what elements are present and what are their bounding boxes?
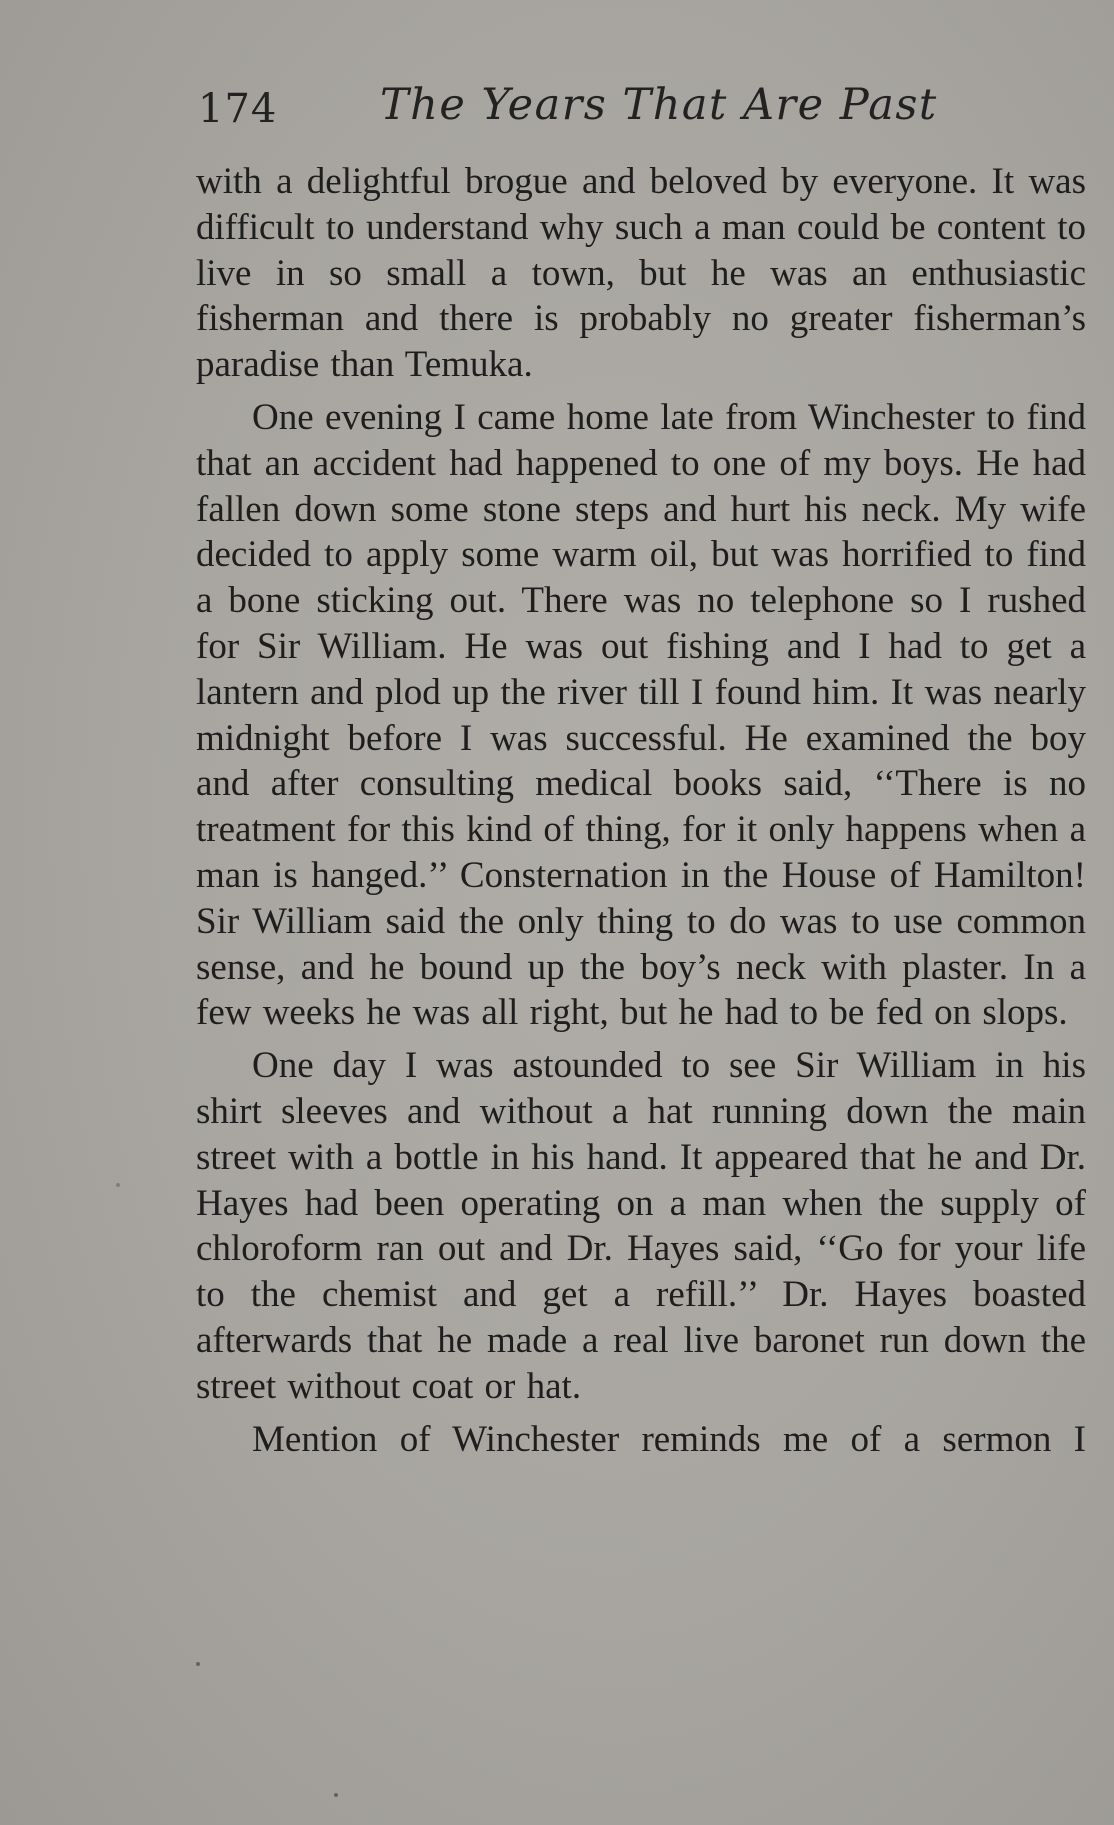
page-header (198, 78, 1088, 138)
paragraph-2: One evening I came home late from Winchester to find that an accident had happened to one of my boys. He had fallen down some stone steps and hurt his neck. My wife decided to apply some warm oil, but was horrified to find a bone sticking out. There was no telephone so I rushed for Sir William. He was out fishing and I had to get a lantern and plod up the river till I found him. It was nearly midnight before I was successful. He examined the boy and after consulting medical books said, ‘‘There is no treatment for this kind of thing, for it only happens when a man is hanged.’’ Consternation in the House of Hamilton! Sir William said the only thing to do was to use common sense, and he bound up the boy’s neck with plaster. In a few weeks he was all right, but he had to be fed on slops. (196, 396, 1086, 1034)
body-text (196, 159, 1086, 1469)
running-title: The Years That Are Past (380, 80, 938, 130)
paragraph-4: Mention of Winchester reminds me of a sermon I (252, 1418, 1086, 1460)
page-number: 174 (198, 86, 278, 132)
paper-speck (196, 1662, 200, 1666)
paragraph-3: One day I was astounded to see Sir William in his shirt sleeves and without a hat running down the main street with a bottle in his hand. It appeared that he and Dr. Hayes had been operating on a man when the supply of chloroform ran out and Dr. Hayes said, ‘‘Go for your life to the chemist and get a refill.’’ Dr. Hayes boasted afterwards that he made a real live baronet run down the street without coat or hat. (196, 1045, 1086, 1407)
paper-speck (334, 1793, 338, 1797)
paragraph-1: with a delightful brogue and beloved by everyone. It was difficult to understand why such a man could be content to live in so small a town, but he was an enthusiastic fisherman and there is probably no greater fisherman’s paradise than Temuka. (196, 161, 1086, 386)
paper-speck (116, 1183, 120, 1187)
